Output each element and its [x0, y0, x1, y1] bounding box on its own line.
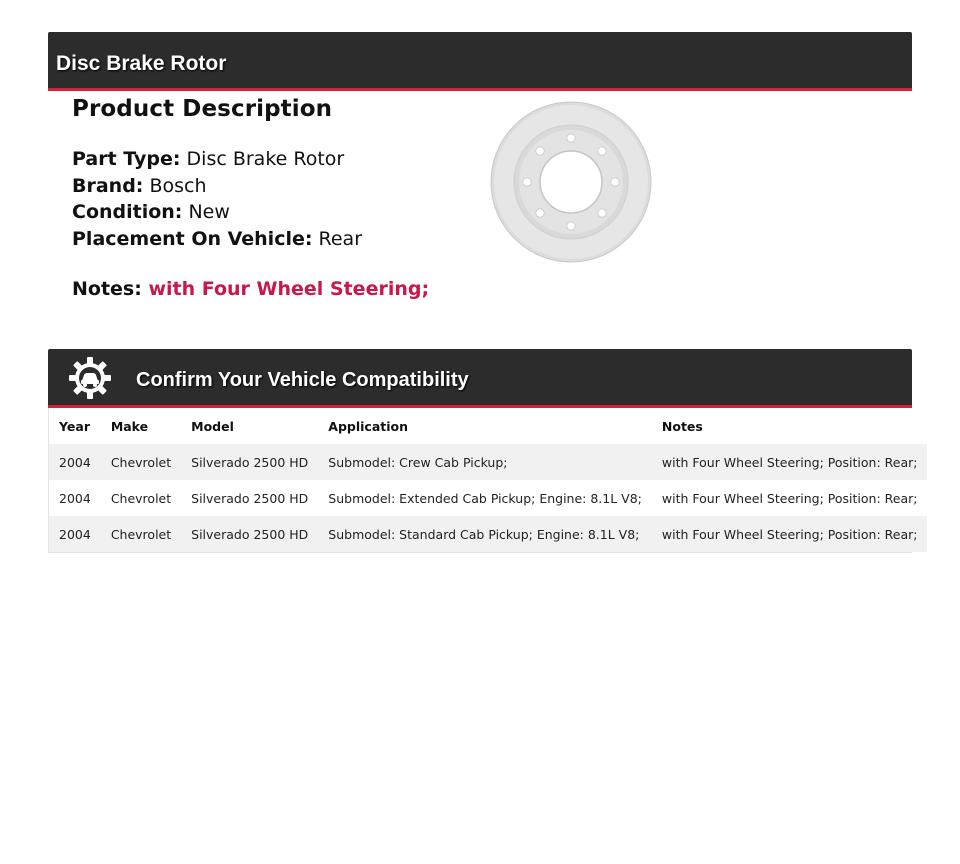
attr-value: Disc Brake Rotor	[186, 148, 345, 170]
attr-placement	[72, 226, 429, 253]
cell-year: 2004	[59, 454, 91, 470]
table-row	[49, 516, 927, 552]
cell-make: Chevrolet	[110, 490, 172, 506]
attr-label: Part Type:	[72, 148, 181, 170]
attr-value: New	[188, 201, 230, 223]
column-header-application: Application	[318, 408, 652, 444]
compatibility-table	[48, 408, 918, 553]
notes-value: with Four Wheel Steering;	[148, 278, 430, 300]
product-title: Disc Brake Rotor	[56, 52, 227, 75]
attr-label: Brand:	[72, 174, 144, 197]
cell-application: Submodel: Standard Cab Pickup; Engine: 8.1L V8;	[328, 526, 640, 542]
table-row	[49, 444, 927, 480]
product-description	[72, 96, 429, 300]
attr-value: Rear	[318, 227, 363, 250]
product-attributes	[72, 146, 429, 252]
cell-make: Chevrolet	[110, 454, 172, 470]
attr-label: Condition:	[72, 201, 183, 223]
product-notes	[72, 278, 429, 300]
product-description-heading: Product Description	[72, 96, 333, 122]
cell-application: Submodel: Extended Cab Pickup; Engine: 8.1L V8;	[328, 490, 642, 506]
gear-car-icon	[68, 356, 112, 400]
cell-year: 2004	[59, 490, 91, 506]
attr-part-type	[72, 146, 429, 173]
attr-value: Bosch	[149, 174, 207, 197]
column-header-year: Year	[49, 408, 101, 444]
column-header-model: Model	[181, 408, 318, 444]
cell-application: Submodel: Crew Cab Pickup;	[328, 454, 508, 470]
compatibility-title: Confirm Your Vehicle Compatibility	[136, 369, 469, 391]
cell-year: 2004	[59, 526, 91, 542]
table-header-row	[49, 408, 927, 444]
product-header-bar	[48, 32, 912, 91]
brake-rotor-image	[490, 101, 652, 263]
compatibility-header-bar	[48, 349, 912, 408]
attr-brand	[72, 173, 429, 200]
table-row	[49, 480, 927, 516]
cell-notes: with Four Wheel Steering; Position: Rear;	[661, 526, 918, 542]
cell-model: Silverado 2500 HD	[191, 490, 309, 506]
column-header-notes: Notes	[652, 408, 928, 444]
cell-model: Silverado 2500 HD	[191, 454, 309, 470]
cell-model: Silverado 2500 HD	[191, 526, 309, 542]
cell-notes: with Four Wheel Steering; Position: Rear;	[661, 490, 918, 506]
attr-label: Placement On Vehicle:	[72, 227, 313, 250]
cell-notes: with Four Wheel Steering; Position: Rear;	[661, 454, 918, 470]
attr-condition	[72, 199, 429, 226]
column-header-make: Make	[101, 408, 181, 444]
cell-make: Chevrolet	[110, 526, 172, 542]
notes-label: Notes:	[72, 278, 142, 300]
